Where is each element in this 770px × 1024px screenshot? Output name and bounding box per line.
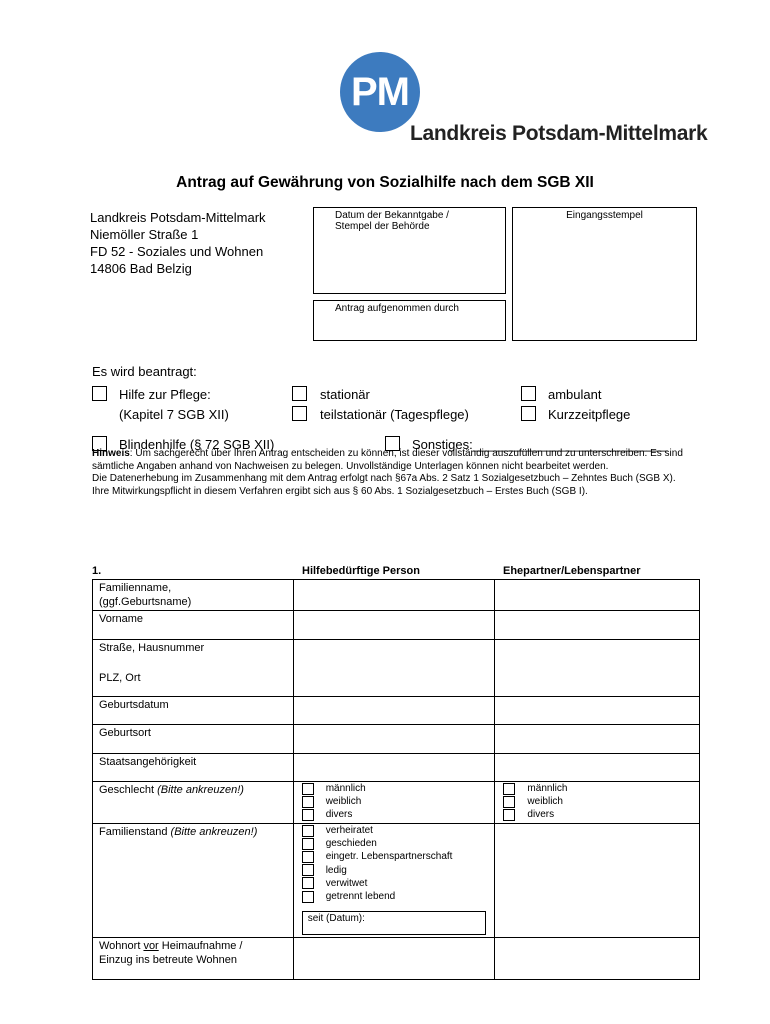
person-maennlich-checkbox[interactable]	[302, 783, 314, 795]
option-label: ledig	[325, 864, 347, 876]
hint-text	[92, 448, 694, 498]
partner-sex-cell	[495, 782, 700, 824]
option-label: verheiratet	[325, 825, 373, 836]
pflege-sub: (Kapitel 7 SGB XII)	[119, 407, 229, 422]
logo-letters: PM	[351, 70, 409, 114]
row-label	[93, 580, 294, 611]
eingang-box[interactable]	[512, 207, 697, 341]
option-label: weiblich	[325, 796, 362, 808]
table-row	[93, 697, 700, 725]
stationaer-label: stationär	[320, 387, 370, 402]
datum-label: Datum der Bekanntgabe /	[335, 210, 449, 221]
option-label: divers	[325, 809, 353, 821]
partner-vorname-cell[interactable]	[495, 611, 700, 640]
wohnort-vor: vor	[143, 940, 159, 952]
address-line: Landkreis Potsdam-Mittelmark	[90, 210, 266, 225]
partner-name-cell[interactable]	[495, 580, 700, 611]
hint-bold: Hinweis	[92, 448, 130, 459]
pflege-label: Hilfe zur Pflege:	[119, 387, 211, 402]
name-label: Familienname,	[99, 582, 172, 594]
table-row	[93, 754, 700, 782]
teilstationaer-label: teilstationär (Tagespflege)	[320, 407, 469, 422]
geburtsort-label: Geburtsort	[99, 727, 151, 739]
partner-maennlich-checkbox[interactable]	[503, 783, 515, 795]
staat-label: Staatsangehörigkeit	[99, 756, 197, 768]
person-vorname-cell[interactable]	[293, 611, 495, 640]
hint-text-1: : Um sachgerecht über Ihren Antrag entscheiden zu können, ist dieser vollständig auszufüllen und zu unterschreiben. Es sind sämtliche Angaben anhand von Nachweisen zu belegen. Unvollständige Unterlagen können nicht bearbeitet werden.	[92, 448, 683, 472]
address-line: FD 52 - Soziales und Wohnen	[90, 244, 264, 259]
person-staat-cell[interactable]	[293, 754, 495, 782]
verwitwet-checkbox[interactable]	[302, 877, 314, 889]
table-row	[93, 782, 700, 824]
geschieden-checkbox[interactable]	[302, 838, 314, 850]
aufgenommen-box[interactable]	[313, 300, 506, 341]
partner-staat-cell[interactable]	[495, 754, 700, 782]
option-label: geschieden	[325, 838, 377, 850]
familienstand-label: Familienstand	[99, 826, 168, 838]
person-weiblich-checkbox[interactable]	[302, 796, 314, 808]
person-geburtsdatum-cell[interactable]	[293, 697, 495, 725]
option-label: eingetr. Lebenspartnerschaft	[325, 851, 453, 863]
partner-weiblich-checkbox[interactable]	[503, 796, 515, 808]
option-label: getrennt lebend	[325, 890, 396, 902]
person-wohnort-cell[interactable]	[293, 938, 495, 980]
seit-label: seit (Datum):	[307, 913, 365, 925]
partner-divers-checkbox[interactable]	[503, 809, 515, 821]
strasse-label: Straße, Hausnummer	[99, 642, 205, 654]
table-row	[93, 938, 700, 980]
section-number: 1.	[92, 565, 102, 577]
stationaer-checkbox[interactable]	[292, 386, 307, 401]
person-sex-cell	[293, 782, 495, 824]
hint-text-2: Die Datenerhebung im Zusammenhang mit dem Antrag erfolgt nach §67a Abs. 2 Satz 1 Sozialgesetzbuch – Zehntes Buch (SGB X). Ihre Mitwirkungspflicht in diesem Verfahren ergibt sich aus § 60 Abs. 1 Sozialgesetzbuch – Erstes Buch (SGB I).	[92, 473, 676, 497]
address-line: Niemöller Straße 1	[90, 227, 199, 242]
person-address-cell[interactable]	[293, 640, 495, 697]
getrennt-checkbox[interactable]	[302, 891, 314, 903]
row-label	[93, 725, 294, 754]
row-label	[93, 782, 294, 824]
seit-datum-field[interactable]	[302, 911, 487, 935]
row-label	[93, 611, 294, 640]
person-divers-checkbox[interactable]	[302, 809, 314, 821]
option-label: männlich	[527, 783, 568, 794]
table-row	[93, 611, 700, 640]
row-label	[93, 697, 294, 725]
address-line: 14806 Bad Belzig	[90, 261, 192, 276]
row-label	[93, 754, 294, 782]
ledig-checkbox[interactable]	[302, 864, 314, 876]
blinden-label: Blindenhilfe (§ 72 SGB XII)	[119, 437, 275, 452]
ambulant-checkbox[interactable]	[521, 386, 536, 401]
kurzzeit-checkbox[interactable]	[521, 406, 536, 421]
table-row	[93, 824, 700, 938]
row-label	[93, 640, 294, 697]
datum-box[interactable]	[313, 207, 506, 294]
vorname-label: Vorname	[99, 613, 144, 625]
row-label	[93, 938, 294, 980]
wohnort-label: Wohnort	[99, 940, 144, 952]
ankreuzen-hint: (Bitte ankreuzen!)	[170, 826, 258, 838]
plz-label: PLZ, Ort	[99, 672, 141, 684]
aufgenommen-label: Antrag aufgenommen durch	[335, 303, 459, 314]
verheiratet-checkbox[interactable]	[302, 825, 314, 837]
col-partner-header: Ehepartner/Lebenspartner	[503, 565, 641, 577]
table-row	[93, 580, 700, 611]
partner-geburtsort-cell[interactable]	[495, 725, 700, 754]
partner-geburtsdatum-cell[interactable]	[495, 697, 700, 725]
person-geburtsort-cell[interactable]	[293, 725, 495, 754]
sonstiges-field[interactable]: Sonstiges:___________________________	[412, 437, 668, 452]
person-marital-cell	[293, 824, 495, 938]
page-title: Antrag auf Gewährung von Sozialhilfe nach dem SGB XII	[176, 174, 594, 191]
partner-address-cell[interactable]	[495, 640, 700, 697]
teilstationaer-checkbox[interactable]	[292, 406, 307, 421]
ambulant-label: ambulant	[548, 387, 602, 402]
wohnort-label-3: Einzug ins betreute Wohnen	[99, 954, 237, 966]
option-label: verwitwet	[325, 877, 368, 889]
pflege-checkbox[interactable]	[92, 386, 107, 401]
person-name-cell[interactable]	[293, 580, 495, 611]
kurzzeit-label: Kurzzeitpflege	[548, 407, 631, 422]
option-label: divers	[527, 809, 555, 821]
eingang-label: Eingangsstempel	[566, 210, 643, 221]
option-label: weiblich	[527, 796, 563, 808]
table-row	[93, 640, 700, 697]
table-row	[93, 725, 700, 754]
name-label-2: (ggf.Geburtsname)	[99, 596, 192, 608]
datum-label-2: Stempel der Behörde	[335, 221, 430, 232]
geburtsdatum-label: Geburtsdatum	[99, 699, 169, 711]
geschlecht-label: Geschlecht	[99, 784, 155, 796]
org-name: Landkreis Potsdam-Mittelmark	[410, 122, 708, 145]
col-person-header: Hilfebedürftige Person	[302, 565, 420, 577]
request-heading: Es wird beantragt:	[92, 364, 197, 379]
row-label	[93, 824, 294, 938]
wohnort-label-2: Heimaufnahme /	[158, 940, 243, 952]
lebenspartnerschaft-checkbox[interactable]	[302, 851, 314, 863]
recipient-address	[90, 209, 266, 277]
personal-data-table	[92, 579, 700, 980]
option-label: männlich	[325, 783, 366, 794]
partner-marital-cell[interactable]	[495, 824, 700, 938]
partner-wohnort-cell[interactable]	[495, 938, 700, 980]
ankreuzen-hint: (Bitte ankreuzen!)	[157, 784, 244, 796]
